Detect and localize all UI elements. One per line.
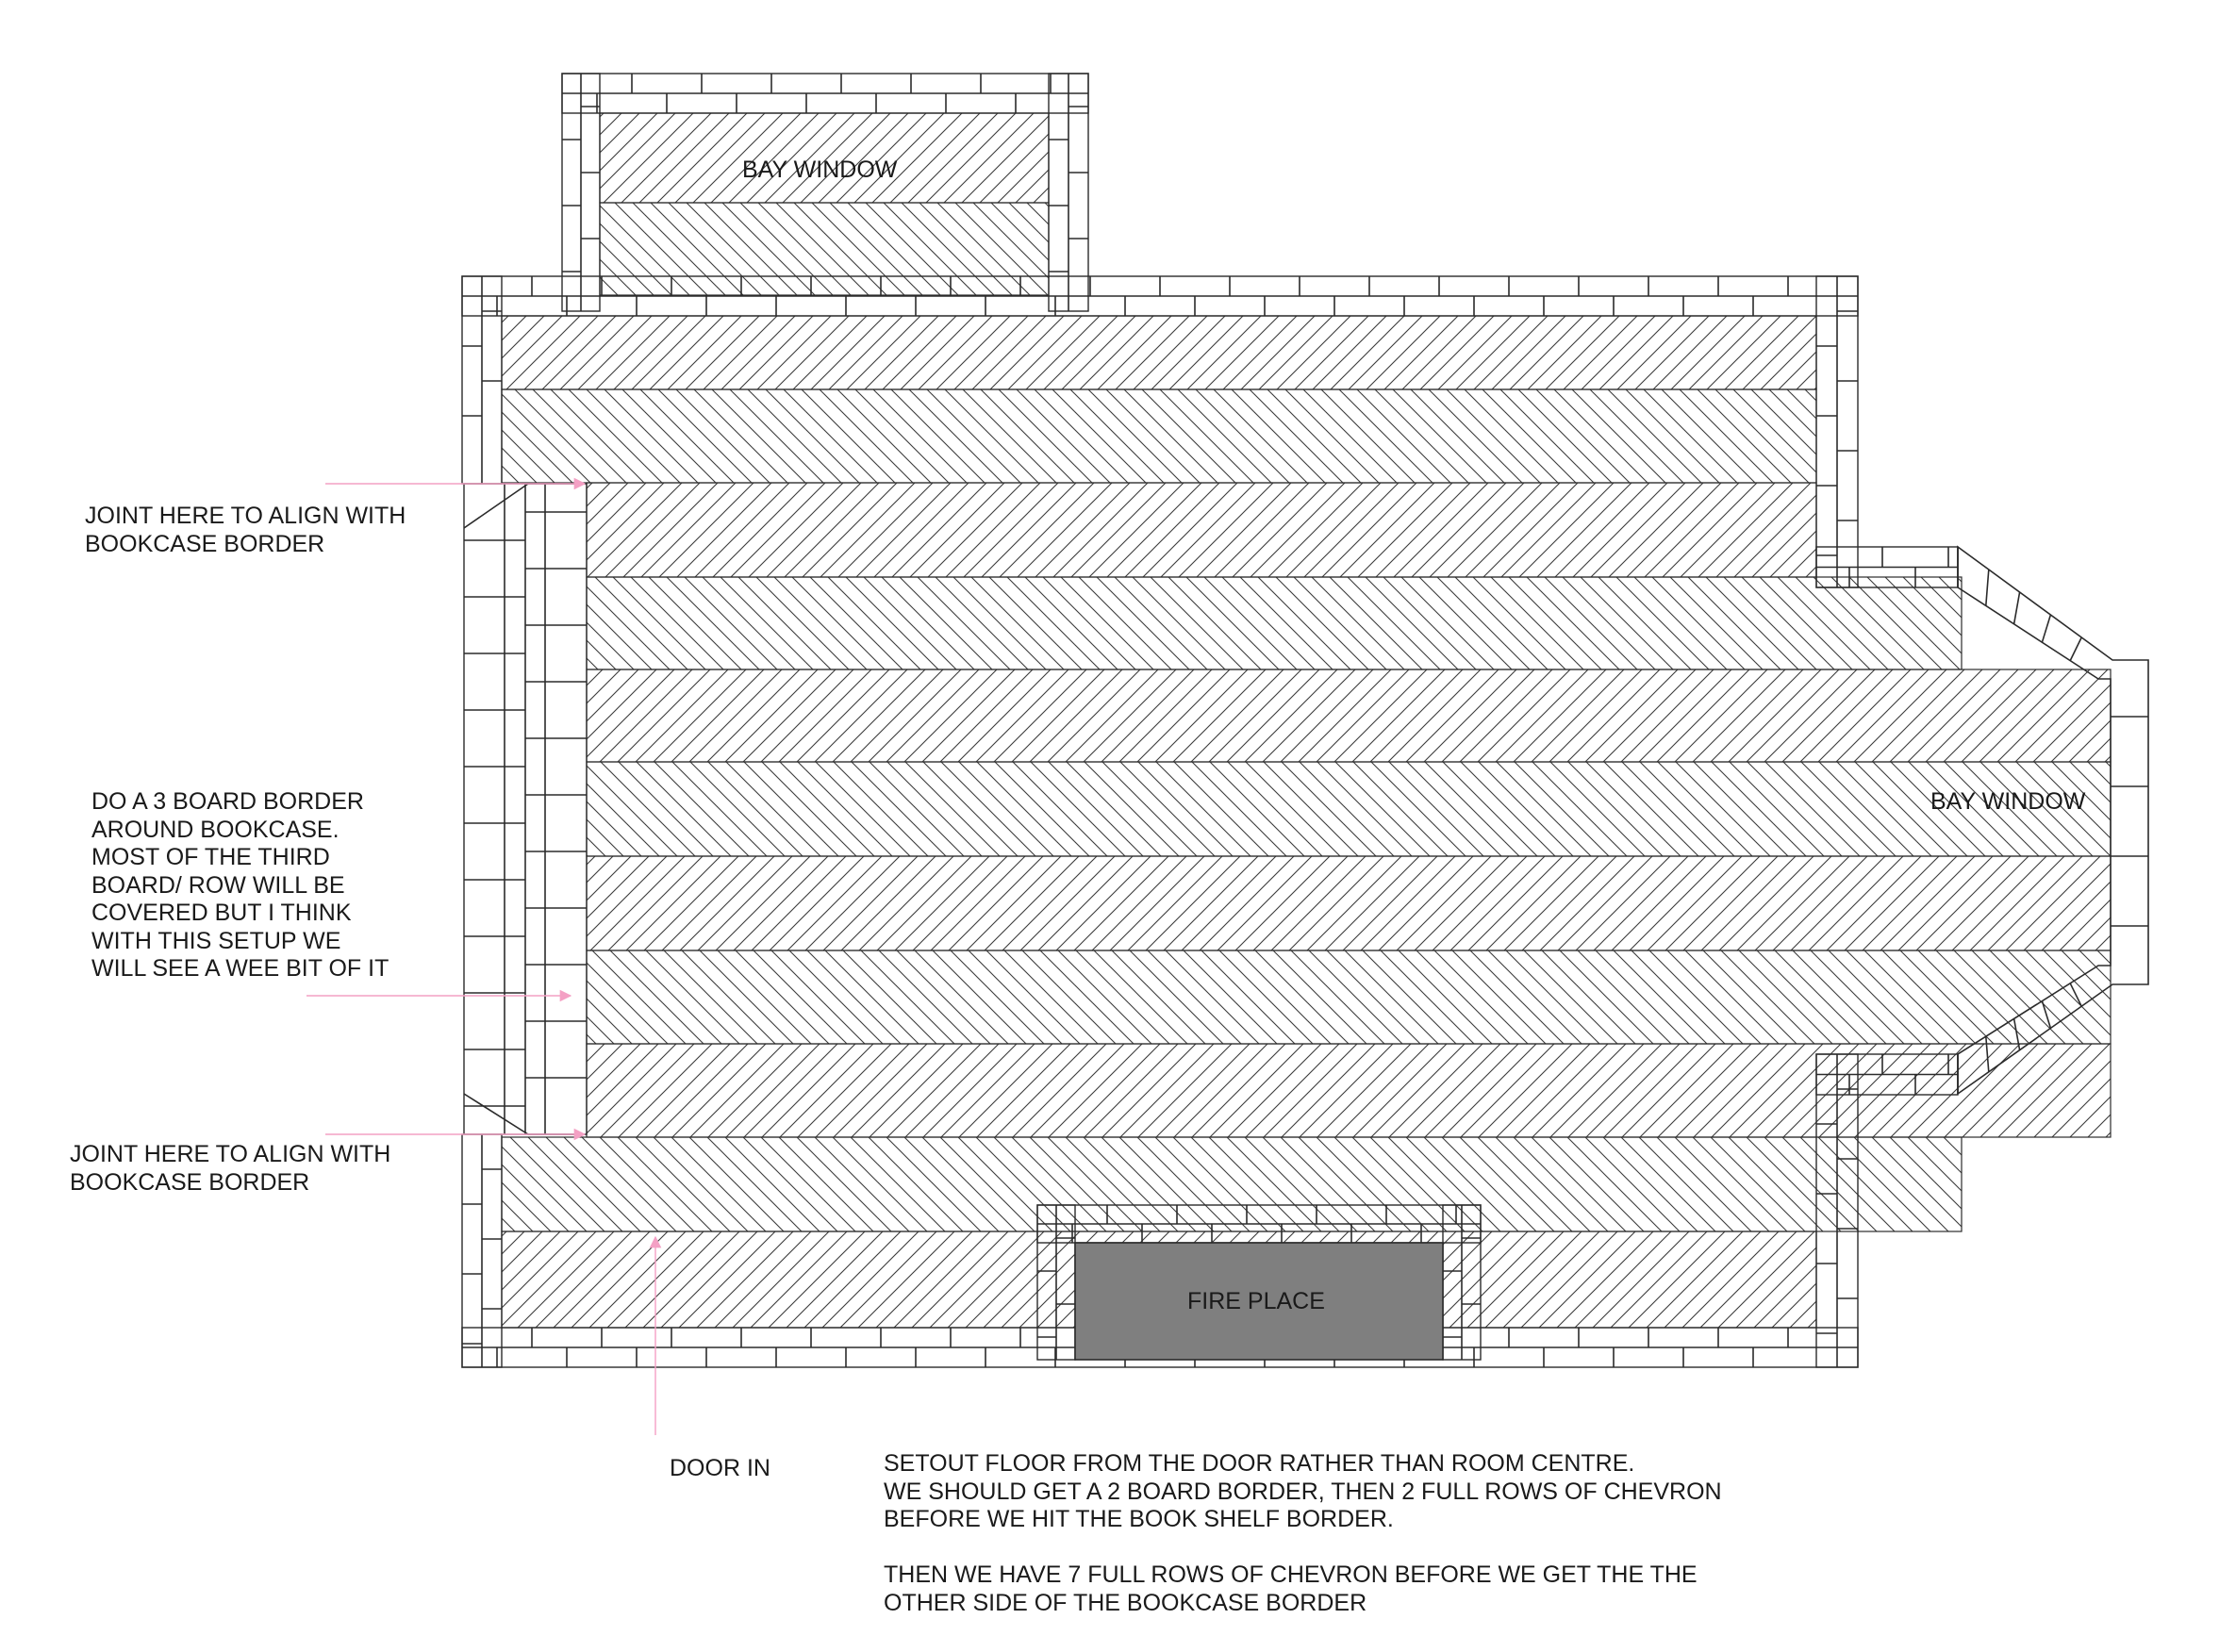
chevron-row [587, 762, 2111, 856]
chevron-row [587, 669, 2111, 762]
border-board-joint [2070, 637, 2081, 661]
fire-place-label: FIRE PLACE [1187, 1288, 1325, 1314]
chevron-row [502, 316, 1816, 389]
chevron-row [502, 389, 1816, 483]
border-board-joint [2014, 592, 2020, 624]
chevron-row [600, 203, 1049, 295]
chevron-row [587, 856, 2111, 950]
border-board-joint [2042, 615, 2050, 642]
joint-top-note: JOINT HERE TO ALIGN WITH BOOKCASE BORDER [85, 503, 406, 557]
chevron-row [587, 950, 2111, 1044]
bay-window-top-label: BAY WINDOW [742, 157, 898, 183]
setout-note: SETOUT FLOOR FROM THE DOOR RATHER THAN ROOM CENTRE. WE SHOULD GET A 2 BOARD BORDER, THEN 2 FULL ROWS OF CHEVRON BEFORE WE HIT THE BOOK SHELF BORDER. THEN WE HAVE 7 FULL ROWS OF CHEVRON BEFORE WE GET THE THE OTHER SIDE OF THE BOOKCASE BORDER [884, 1450, 1722, 1616]
border-board-joint [1986, 570, 1989, 605]
door-in-label: DOOR IN [670, 1455, 770, 1481]
chevron-row [587, 577, 1962, 669]
chevron-row [587, 483, 1816, 577]
bay-window-right-label: BAY WINDOW [1930, 788, 2086, 815]
chevron-row [502, 1137, 1962, 1231]
joint-bottom-note: JOINT HERE TO ALIGN WITH BOOKCASE BORDER [70, 1141, 391, 1196]
bookcase-border-note: DO A 3 BOARD BORDER AROUND BOOKCASE. MOST OF THE THIRD BOARD/ ROW WILL BE COVERED BUT I THINK WITH THIS SETUP WE WILL SEE A WEE BIT OF IT [91, 788, 389, 982]
